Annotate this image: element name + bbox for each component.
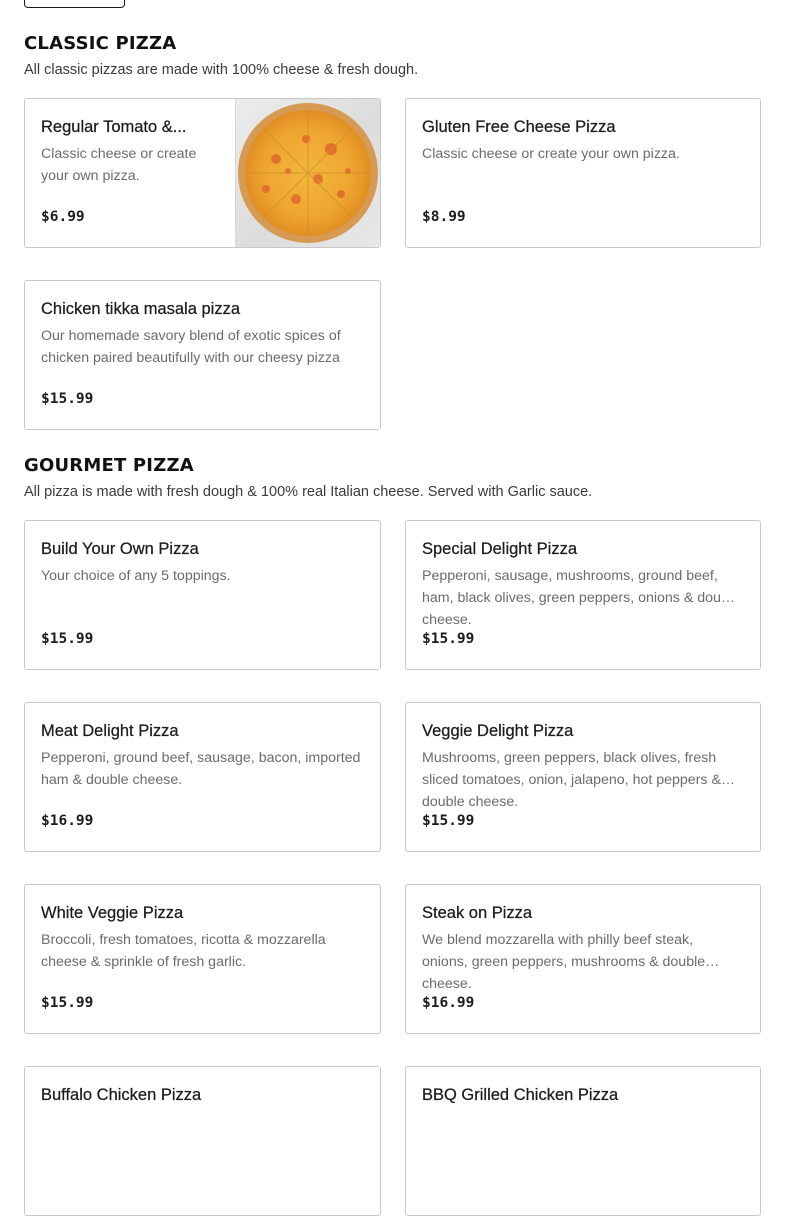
menu-item-name: BBQ Grilled Chicken Pizza bbox=[422, 1086, 619, 1104]
menu-item-price: $16.99 bbox=[41, 813, 94, 829]
menu-item-name: White Veggie Pizza bbox=[41, 904, 184, 922]
section-title: CLASSIC PIZZA bbox=[24, 33, 177, 54]
menu-item-price: $6.99 bbox=[41, 209, 85, 225]
menu-item-price: $15.99 bbox=[422, 813, 475, 829]
section-title: GOURMET PIZZA bbox=[24, 455, 194, 476]
menu-item-name: Steak on Pizza bbox=[422, 904, 533, 922]
menu-item-name: Chicken tikka masala pizza bbox=[41, 300, 240, 318]
menu-item-description: Mushrooms, green peppers, black olives, fresh sliced tomatoes, onion, jalapeno, hot peppers & double cheese. bbox=[422, 750, 721, 810]
menu-item-description: Classic cheese or create your own pizza. bbox=[41, 146, 197, 184]
section-header-classic-pizza bbox=[24, 33, 761, 79]
menu-item-card[interactable] bbox=[24, 702, 381, 852]
menu-item-description: Pepperoni, sausage, mushrooms, ground beef, ham, black olives, green peppers, onions & double cheese. bbox=[422, 568, 740, 628]
menu-item-description: Broccoli, fresh tomatoes, ricotta & mozzarella cheese & sprinkle of fresh garlic. bbox=[41, 932, 326, 970]
menu-item-card[interactable] bbox=[405, 884, 761, 1034]
menu-item-card[interactable] bbox=[24, 98, 381, 248]
menu-item-name: Meat Delight Pizza bbox=[41, 722, 179, 740]
menu-item-card[interactable] bbox=[24, 280, 381, 430]
menu-category-tab[interactable] bbox=[24, 0, 125, 8]
cheese-pizza-photo bbox=[235, 99, 380, 247]
menu-item-description: We blend mozzarella with philly beef steak, onions, green peppers, mushrooms & double cheese. bbox=[422, 932, 706, 992]
menu-item-price: $15.99 bbox=[41, 391, 94, 407]
menu-item-description: Your choice of any 5 toppings. bbox=[41, 568, 231, 584]
menu-item-price: $15.99 bbox=[41, 631, 94, 647]
menu-item-card[interactable] bbox=[405, 520, 761, 670]
menu-item-name: Buffalo Chicken Pizza bbox=[41, 1086, 202, 1104]
menu-item-price: $8.99 bbox=[422, 209, 466, 225]
section-header-gourmet-pizza bbox=[24, 455, 761, 501]
menu-item-description: Classic cheese or create your own pizza. bbox=[422, 146, 680, 162]
menu-grid-classic-pizza bbox=[24, 98, 761, 430]
menu-item-card[interactable] bbox=[405, 98, 761, 248]
menu-item-price: $16.99 bbox=[422, 995, 475, 1011]
menu-item-card[interactable] bbox=[24, 884, 381, 1034]
section-description: All pizza is made with fresh dough & 100% real Italian cheese. Served with Garlic sauce. bbox=[24, 484, 593, 500]
menu-item-name: Build Your Own Pizza bbox=[41, 540, 199, 558]
menu-item-name: Gluten Free Cheese Pizza bbox=[422, 118, 616, 136]
menu-grid-gourmet-pizza bbox=[24, 520, 761, 1216]
menu-item-card[interactable] bbox=[24, 520, 381, 670]
section-description: All classic pizzas are made with 100% cheese & fresh dough. bbox=[24, 62, 419, 78]
menu-item-card[interactable] bbox=[405, 1066, 761, 1216]
menu-item-name: Veggie Delight Pizza bbox=[422, 722, 574, 740]
menu-item-description: Pepperoni, ground beef, sausage, bacon, imported ham & double cheese. bbox=[41, 750, 361, 788]
menu-item-name: Regular Tomato &... bbox=[41, 118, 187, 136]
menu-item-description: Our homemade savory blend of exotic spices of chicken paired beautifully with our cheesy pizza bbox=[41, 328, 341, 366]
menu-item-card[interactable] bbox=[24, 1066, 381, 1216]
menu-item-card[interactable] bbox=[405, 702, 761, 852]
menu-item-price: $15.99 bbox=[422, 631, 475, 647]
menu-item-price: $15.99 bbox=[41, 995, 94, 1011]
menu-item-name: Special Delight Pizza bbox=[422, 540, 577, 558]
